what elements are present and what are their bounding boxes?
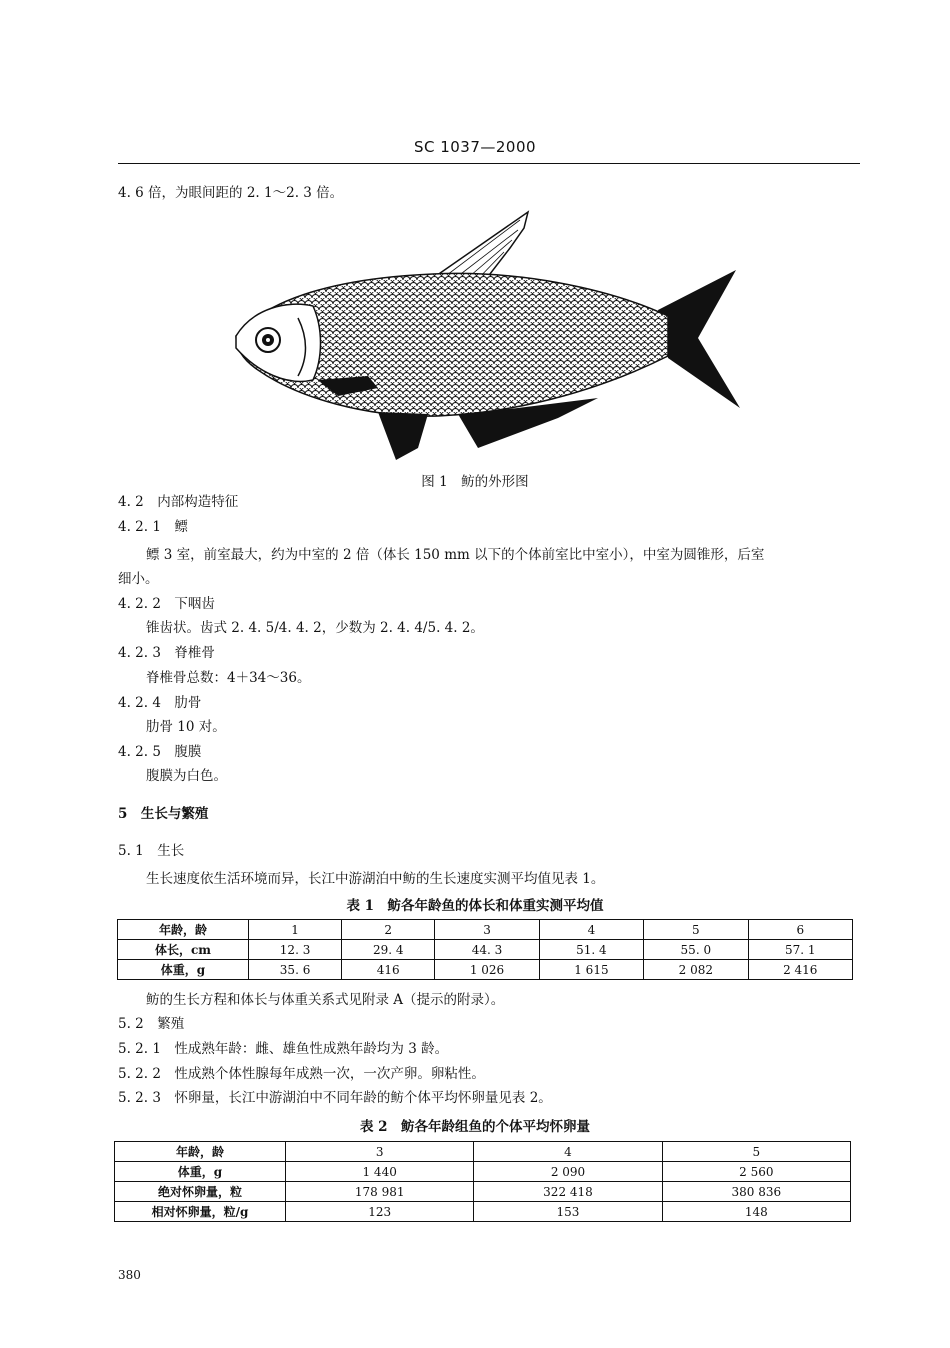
section-4-2-5: 4. 2. 5 腹膜 bbox=[118, 744, 202, 760]
table-cell: 57. 1 bbox=[748, 940, 852, 960]
table-cell: 55. 0 bbox=[644, 940, 748, 960]
section-4-2-1: 4. 2. 1 鳔 bbox=[118, 519, 188, 535]
row-header-cell: 体重，g bbox=[118, 960, 249, 980]
table-cell: 416 bbox=[342, 960, 435, 980]
section-4-2: 4. 2 内部构造特征 bbox=[118, 494, 239, 510]
page-number: 380 bbox=[118, 1268, 141, 1282]
table-row bbox=[115, 1202, 851, 1222]
table-cell: 2 416 bbox=[748, 960, 852, 980]
column-header-cell: 1 bbox=[249, 920, 342, 940]
table-cell: 35. 6 bbox=[249, 960, 342, 980]
section-5-2-2: 5. 2. 2 性成熟个体性腺每年成熟一次，一次产卵。卵粘性。 bbox=[118, 1066, 485, 1082]
page-header: SC 1037—2000 bbox=[413, 138, 537, 156]
table-cell: 2 090 bbox=[474, 1162, 662, 1182]
section-4-2-3-body: 脊椎骨总数：4＋34～36。 bbox=[146, 670, 311, 686]
table-1-title: 表 1 鲂各年龄鱼的体长和体重实测平均值 bbox=[346, 898, 604, 914]
row-header-cell: 年龄，龄 bbox=[115, 1142, 286, 1162]
table-row bbox=[115, 1142, 851, 1162]
section-4-2-1-body-line-1: 鳔 3 室，前室最大，约为中室的 2 倍（体长 150 mm 以下的个体前室比中室小），中室为圆锥形，后室 bbox=[146, 547, 765, 563]
section-4-2-2: 4. 2. 2 下咽齿 bbox=[118, 596, 215, 612]
column-header-cell: 6 bbox=[748, 920, 852, 940]
section-4-2-4: 4. 2. 4 肋骨 bbox=[118, 695, 202, 711]
section-4-2-1-body-line-2: 细小。 bbox=[118, 571, 159, 587]
column-header-cell: 5 bbox=[662, 1142, 850, 1162]
section-5-1: 5. 1 生长 bbox=[118, 843, 185, 859]
table-cell: 380 836 bbox=[662, 1182, 850, 1202]
section-4-2-3: 4. 2. 3 脊椎骨 bbox=[118, 645, 215, 661]
table-2-title: 表 2 鲂各年龄组鱼的个体平均怀卵量 bbox=[359, 1119, 591, 1135]
column-header-cell: 3 bbox=[286, 1142, 474, 1162]
table-cell: 123 bbox=[286, 1202, 474, 1222]
table-cell: 178 981 bbox=[286, 1182, 474, 1202]
table-cell: 148 bbox=[662, 1202, 850, 1222]
row-header-cell: 相对怀卵量，粒/g bbox=[115, 1202, 286, 1222]
table-row bbox=[115, 1182, 851, 1202]
figure-caption: 图 1 鲂的外形图 bbox=[421, 474, 529, 490]
row-header-cell: 绝对怀卵量，粒 bbox=[115, 1182, 286, 1202]
table-cell: 1 026 bbox=[435, 960, 539, 980]
column-header-cell: 5 bbox=[644, 920, 748, 940]
section-5-2: 5. 2 繁殖 bbox=[118, 1016, 185, 1032]
column-header-cell: 2 bbox=[342, 920, 435, 940]
table-cell: 2 560 bbox=[662, 1162, 850, 1182]
column-header-cell: 4 bbox=[474, 1142, 662, 1162]
column-header-cell: 3 bbox=[435, 920, 539, 940]
section-5-2-3: 5. 2. 3 怀卵量，长江中游湖泊中不同年龄的鲂个体平均怀卵量见表 2。 bbox=[118, 1090, 552, 1106]
row-header-cell: 体长，cm bbox=[118, 940, 249, 960]
section-5-1-body: 生长速度依生活环境而异，长江中游湖泊中鲂的生长速度实测平均值见表 1。 bbox=[146, 871, 605, 887]
row-header-cell: 体重，g bbox=[115, 1162, 286, 1182]
table-cell: 12. 3 bbox=[249, 940, 342, 960]
after-table-1-text: 鲂的生长方程和体长与体重关系式见附录 A（提示的附录）。 bbox=[146, 992, 505, 1008]
section-5-heading: 5 生长与繁殖 bbox=[118, 806, 209, 822]
section-5-2-1: 5. 2. 1 性成熟年龄：雌、雄鱼性成熟年龄均为 3 龄。 bbox=[118, 1041, 449, 1057]
table-1 bbox=[117, 919, 853, 980]
table-cell: 1 615 bbox=[539, 960, 643, 980]
table-cell: 29. 4 bbox=[342, 940, 435, 960]
section-4-2-5-body: 腹膜为白色。 bbox=[146, 768, 227, 784]
table-cell: 153 bbox=[474, 1202, 662, 1222]
table-2 bbox=[114, 1141, 851, 1222]
row-header-cell: 年龄，龄 bbox=[118, 920, 249, 940]
table-cell: 2 082 bbox=[644, 960, 748, 980]
section-4-2-2-body: 锥齿状。齿式 2. 4. 5/4. 4. 2，少数为 2. 4. 4/5. 4. 2。 bbox=[146, 620, 484, 636]
table-row bbox=[118, 920, 853, 940]
table-cell: 322 418 bbox=[474, 1182, 662, 1202]
intro-line: 4. 6 倍，为眼间距的 2. 1～2. 3 倍。 bbox=[118, 185, 344, 201]
table-cell: 44. 3 bbox=[435, 940, 539, 960]
fish-illustration bbox=[228, 208, 748, 468]
header-rule bbox=[118, 163, 860, 164]
fish-icon bbox=[228, 208, 748, 468]
table-cell: 51. 4 bbox=[539, 940, 643, 960]
table-row bbox=[115, 1162, 851, 1182]
table-row bbox=[118, 960, 853, 980]
table-row bbox=[118, 940, 853, 960]
section-4-2-4-body: 肋骨 10 对。 bbox=[146, 719, 226, 735]
table-cell: 1 440 bbox=[286, 1162, 474, 1182]
column-header-cell: 4 bbox=[539, 920, 643, 940]
